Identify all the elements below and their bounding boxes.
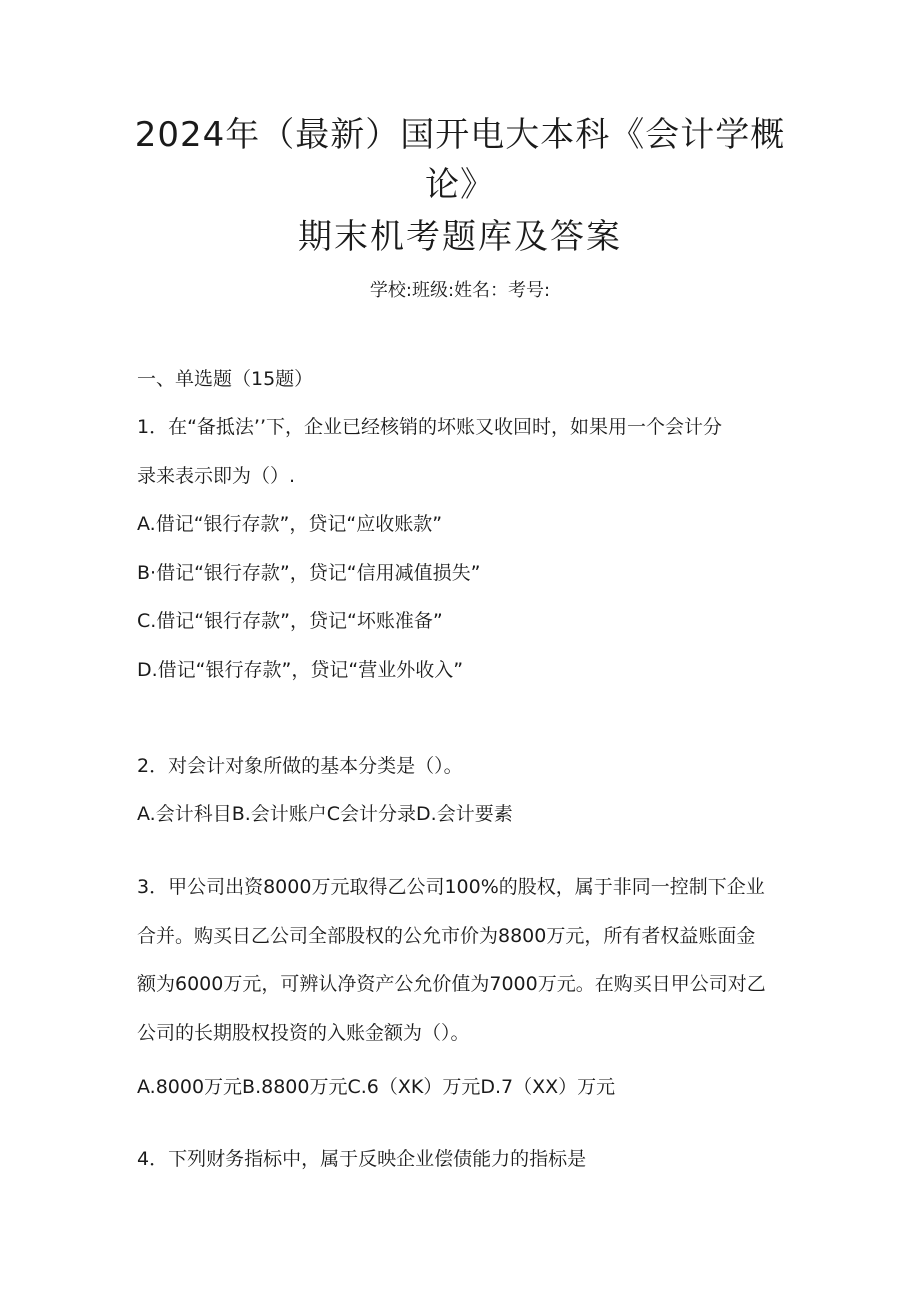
question-1-stem-line-1: 1．在“备抵法’’下，企业已经核销的坏账又收回时，如果用一个会计分 [137, 416, 723, 438]
section-heading: 一、单选题（15题） [137, 368, 314, 390]
question-1-option-b: B·借记“银行存款”，贷记“信用减值损失” [137, 562, 481, 584]
document-title-line-1: 2024年（最新）国开电大本科《会计学概 [134, 115, 786, 155]
question-1-option-c: C.借记“银行存款”，贷记“坏账准备” [137, 610, 443, 632]
question-3-stem-line-1: 3．甲公司出资8000万元取得乙公司100%的股权，属于非同一控制下企业 [137, 876, 765, 898]
question-3-stem-line-3: 额为6000万元，可辨认净资产公允价值为7000万元。在购买日甲公司对乙 [137, 973, 766, 995]
question-4-stem: 4．下列财务指标中，属于反映企业偿债能力的指标是 [137, 1148, 587, 1170]
document-subtitle: 期末机考题库及答案 [298, 217, 622, 257]
question-1-option-d: D.借记“银行存款”，贷记“营业外收入” [137, 659, 464, 681]
question-3-stem-line-2: 合并。购买日乙公司全部股权的公允市价为8800万元，所有者权益账面金 [137, 925, 756, 947]
question-3-options: A.8000万元B.8800万元C.6（XK）万元D.7（XX）万元 [137, 1076, 616, 1098]
document-title-line-2: 论》 [425, 165, 495, 205]
student-info-line: 学校:班级:姓名：考号: [369, 280, 551, 301]
question-2-options: A.会计科目B.会计账户C会计分录D.会计要素 [137, 803, 513, 825]
question-1-stem-line-2: 录来表示即为（）. [137, 465, 296, 487]
question-1-option-a: A.借记“银行存款”，贷记“应收账款” [137, 513, 443, 535]
question-2-stem: 2．对会计对象所做的基本分类是（）。 [137, 755, 463, 777]
question-3-stem-line-4: 公司的长期股权投资的入账金额为（）。 [137, 1022, 470, 1044]
